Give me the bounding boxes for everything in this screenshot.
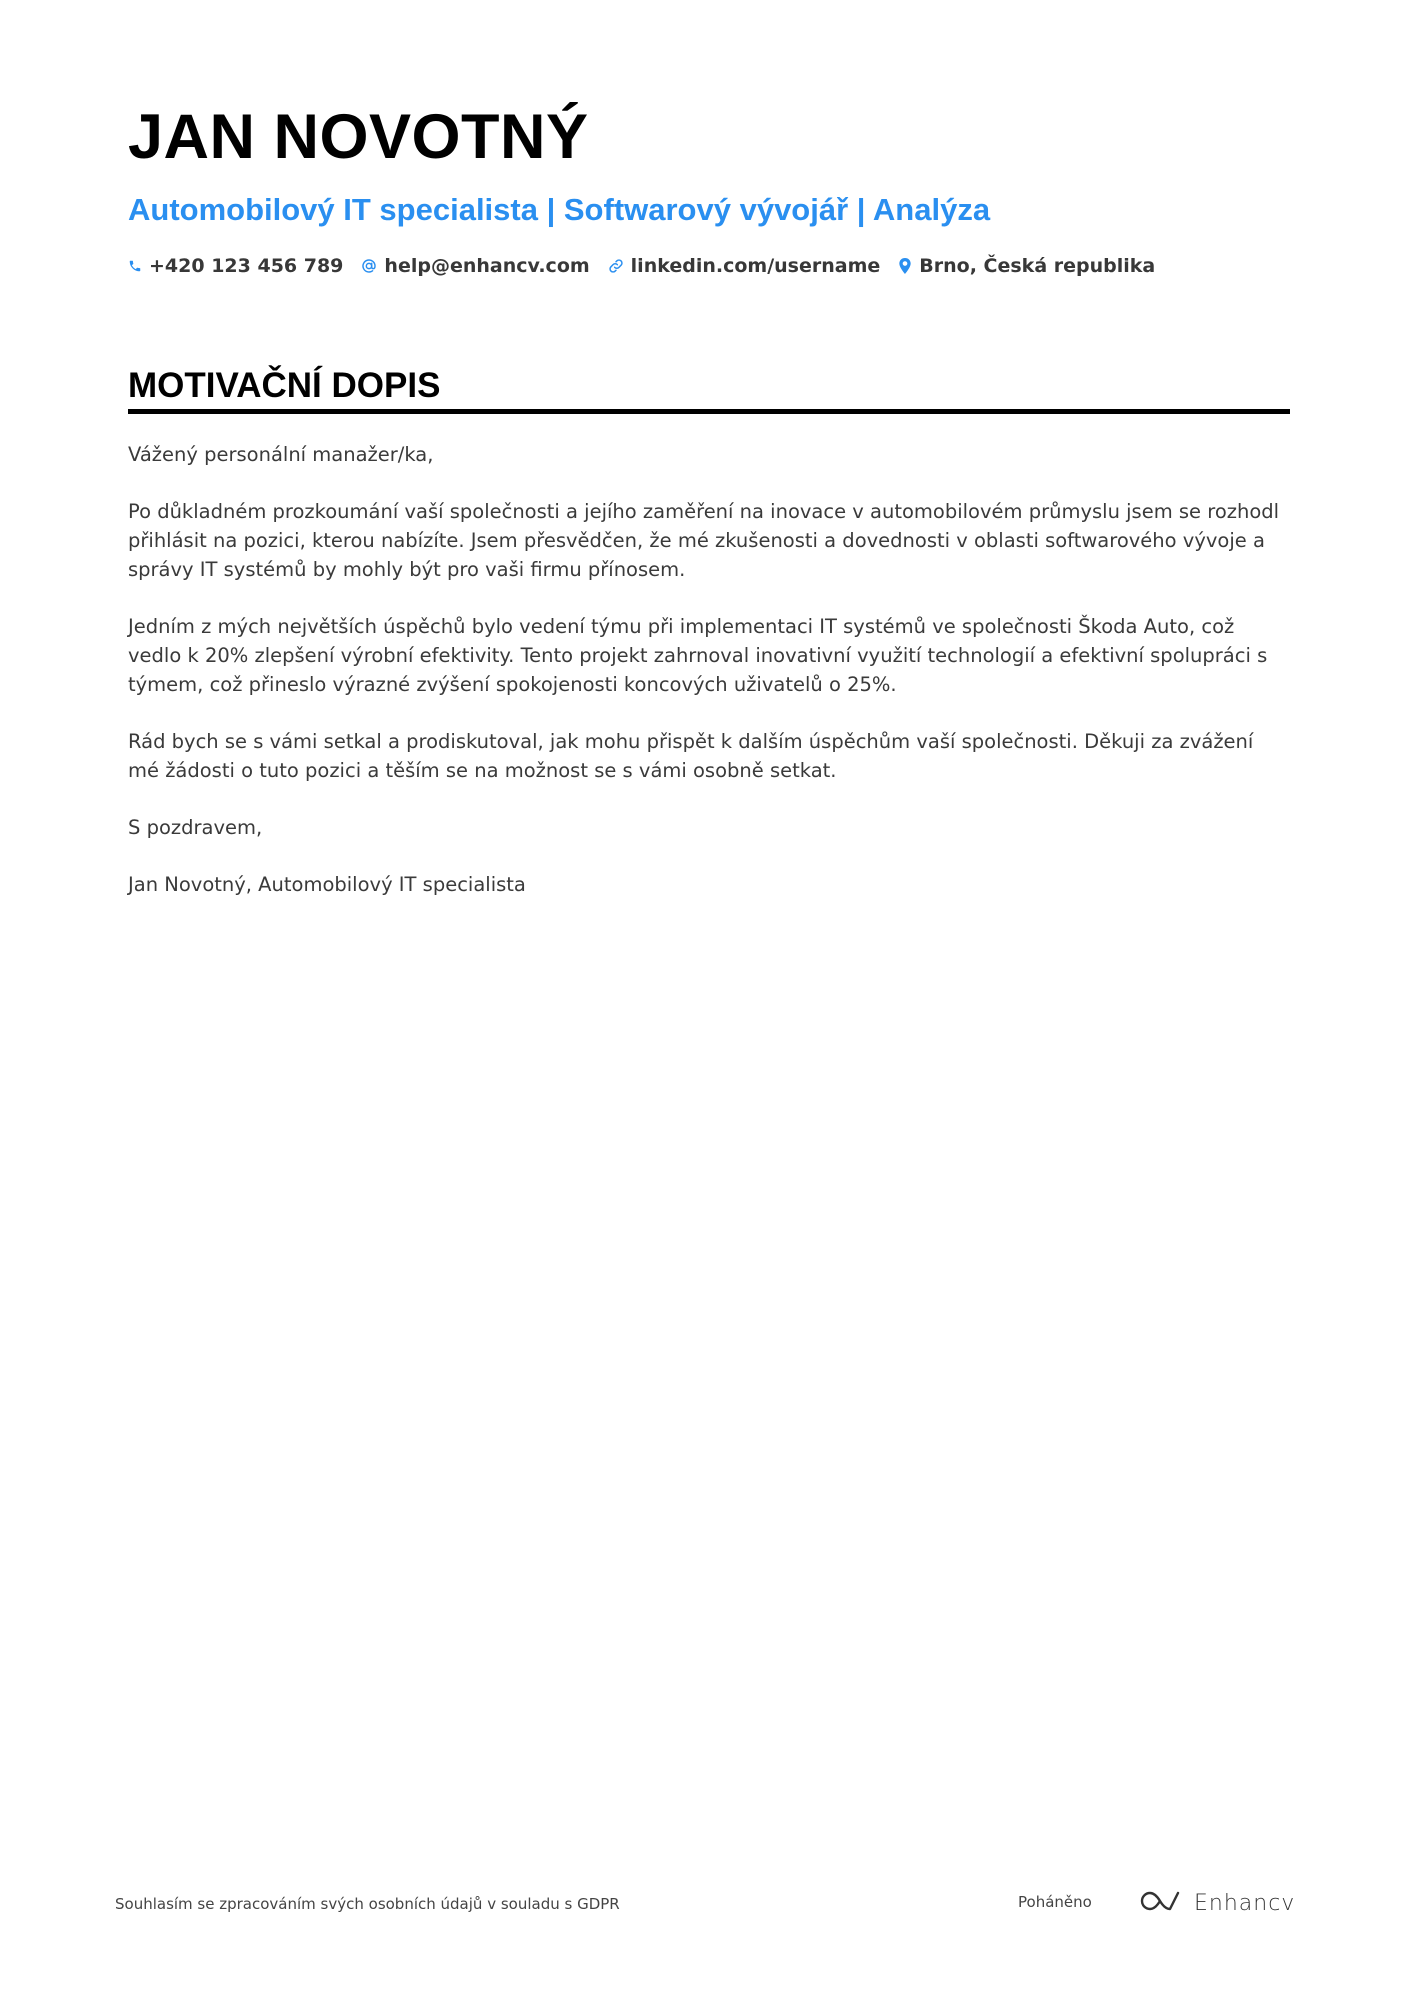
applicant-name: JAN NOVOTNÝ xyxy=(128,102,589,172)
phone-icon xyxy=(128,259,142,273)
section-title: MOTIVAČNÍ DOPIS xyxy=(128,366,441,405)
at-sign-icon xyxy=(361,258,377,274)
letter-closing: S pozdravem, xyxy=(128,816,263,839)
applicant-headline: Automobilový IT specialista | Softwarový vývojář | Analýza xyxy=(128,192,991,227)
enhancv-logo-text: Enhancv xyxy=(1194,1890,1296,1916)
letter-signature: Jan Novotný, Automobilový IT specialista xyxy=(128,873,526,896)
gdpr-consent-text: Souhlasím se zpracováním svých osobních údajů v souladu s GDPR xyxy=(115,1895,620,1913)
email-text: help@enhancv.com xyxy=(384,255,590,277)
letter-paragraph: Po důkladném prozkoumání vaší společnosti a jejího zaměření na inovace v automobilovém průmyslu jsem se rozhodl přihlásit na pozici, kterou nabízíte. Jsem přesvědčen, že mé zkušenosti a dovednosti v oblasti softwarového vývoje a správy IT systémů by mohly být pro vaši firmu přínosem. xyxy=(128,500,1280,581)
contact-bar xyxy=(128,255,1155,277)
location-text: Brno, Česká republika xyxy=(919,255,1156,277)
enhancv-logo-icon xyxy=(1138,1888,1186,1918)
section-divider xyxy=(128,409,1290,414)
contact-email[interactable] xyxy=(361,255,589,277)
phone-text: +420 123 456 789 xyxy=(149,255,344,277)
link-icon xyxy=(608,258,624,274)
powered-by-label: Poháněno xyxy=(1018,1893,1092,1911)
enhancv-logo[interactable] xyxy=(1138,1888,1295,1918)
letter-salutation: Vážený personální manažer/ka, xyxy=(128,443,434,466)
letter-paragraph: Rád bych se s vámi setkal a prodiskutoval, jak mohu přispět k dalším úspěchům vaší společnosti. Děkuji za zvážení mé žádosti o tuto pozici a těším se na možnost se s vámi osobně setkat. xyxy=(128,730,1254,782)
letter-paragraph: Jedním z mých největších úspěchů bylo vedení týmu při implementaci IT systémů ve společnosti Škoda Auto, což vedlo k 20% zlepšení výrobní efektivity. Tento projekt zahrnoval inovativní využití technologií a efektivní spolupráci s týmem, což přineslo výrazné zvýšení spokojenosti koncových uživatelů o 25%. xyxy=(128,615,1268,696)
contact-location xyxy=(898,255,1155,277)
letter-body xyxy=(128,440,1290,927)
contact-linkedin[interactable] xyxy=(608,255,881,277)
map-pin-icon xyxy=(898,258,912,274)
contact-phone[interactable] xyxy=(128,255,343,277)
linkedin-text: linkedin.com/username xyxy=(630,255,881,277)
